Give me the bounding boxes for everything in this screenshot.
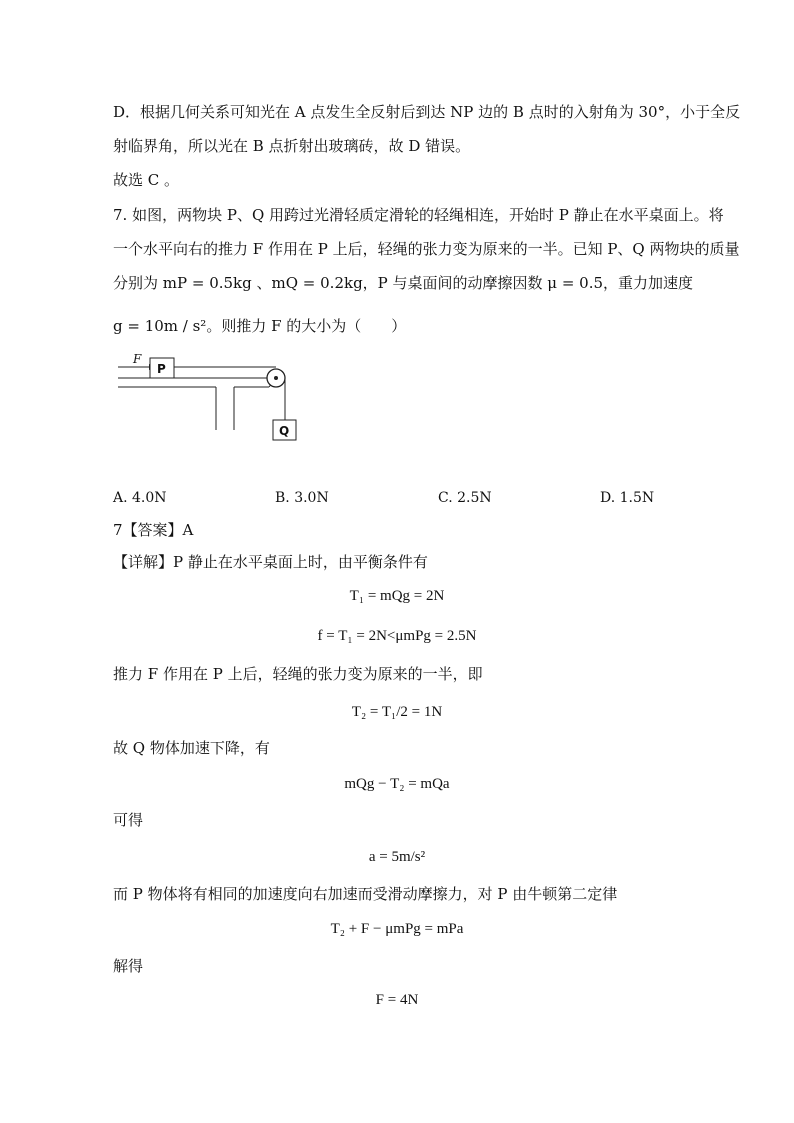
detail-intro: 【详解】P 静止在水平桌面上时，由平衡条件有	[113, 553, 428, 571]
option-c: C. 2.5N	[438, 490, 492, 506]
option-a: A. 4.0N	[113, 490, 167, 506]
equation-5: a = 5m/s²	[368, 849, 426, 865]
obtain-line: 可得	[113, 811, 144, 829]
question-7-line-3: 分别为 mP = 0.5kg 、mQ = 0.2kg，P 与桌面间的动摩擦因数 μ = 0.5，重力加速度	[113, 274, 694, 292]
force-label: F	[133, 352, 142, 366]
option-d: D. 1.5N	[600, 490, 655, 506]
solution-d-line-2: 射临界角，所以光在 B 点折射出玻璃砖，故 D 错误。	[113, 137, 471, 155]
pulley-axle	[274, 376, 278, 380]
equation-7: F = 4N	[375, 992, 419, 1008]
question-7-line-1: 7. 如图，两物块 P、Q 用跨过光滑轻质定滑轮的轻绳相连，开始时 P 静止在水平桌面上。将	[113, 206, 724, 224]
pulley-diagram	[113, 350, 303, 450]
question-7-line-2: 一个水平向右的推力 F 作用在 P 上后，轻绳的张力变为原来的一半。已知 P、Q 两物块的质量	[113, 240, 740, 258]
tension-intro: 推力 F 作用在 P 上后，轻绳的张力变为原来的一半，即	[113, 665, 483, 683]
option-b: B. 3.0N	[275, 490, 329, 506]
question-7-line-4: g = 10m / s²。则推力 F 的大小为（ ）	[113, 317, 407, 335]
solve-line: 解得	[113, 957, 144, 975]
equation-2: f = T₁ = 2N<μmPg = 2.5N	[317, 628, 477, 644]
choice-conclusion: 故选 C 。	[113, 171, 180, 189]
equation-4: mQg − T₂ = mQa	[344, 776, 450, 792]
equation-3: T₂ = T₁/2 = 1N	[351, 704, 443, 720]
block-q-label: Q	[279, 424, 290, 438]
block-p-label: P	[157, 362, 166, 376]
q-accel-line: 故 Q 物体加速下降，有	[113, 739, 270, 757]
p-motion-line: 而 P 物体将有相同的加速度向右加速而受滑动摩擦力，对 P 由牛顿第二定律	[113, 885, 618, 903]
equation-1: T₁ = mQg = 2N	[349, 588, 445, 604]
answer-line: 7【答案】A	[113, 521, 194, 539]
solution-d-line-1: D．根据几何关系可知光在 A 点发生全反射后到达 NP 边的 B 点时的入射角为 30°，小于全反	[113, 103, 741, 121]
equation-6: T₂ + F − μmPg = mPa	[330, 921, 464, 937]
